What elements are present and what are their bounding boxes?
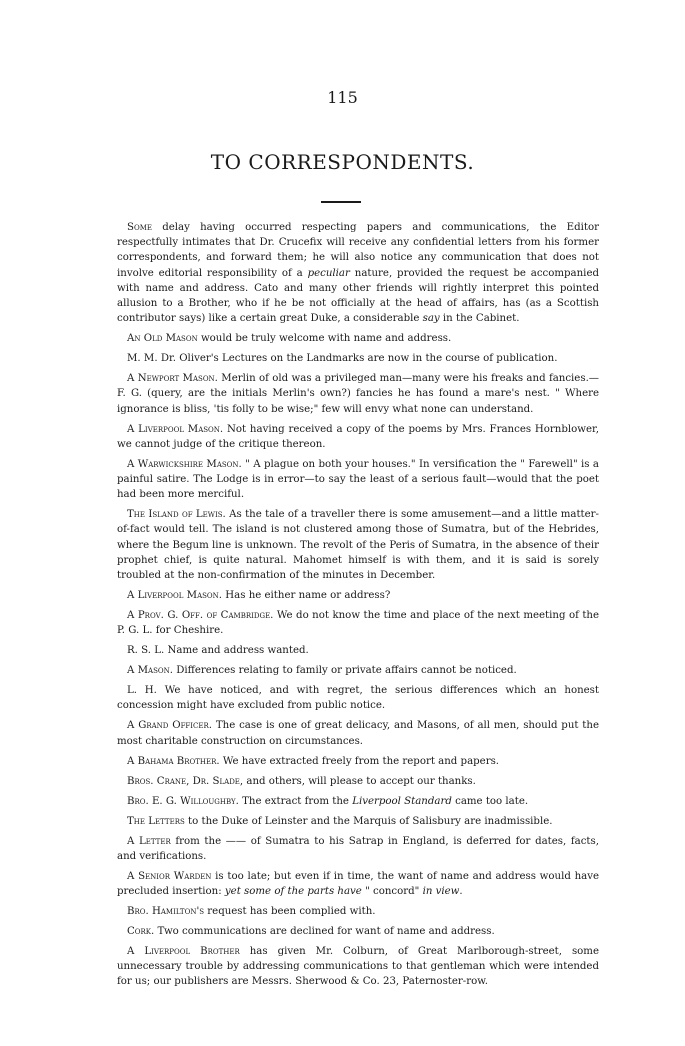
notice-lead: M. M.: [127, 353, 158, 365]
notice-emphasis: Liverpool Standard: [352, 795, 452, 807]
notice-paragraph: [117, 774, 599, 789]
notice-text: Has he either name or address?: [222, 590, 391, 602]
notice-paragraph: [117, 507, 599, 583]
notice-text: " A plague on both your houses." In versification the " Farewell" is a painful satire. The Lodge is in error—to say the least of a serious fault—would that the poet had been more merciful.: [117, 458, 599, 501]
notice-paragraph: [117, 904, 599, 919]
notice-lead: A Letter: [127, 835, 171, 847]
notice-paragraph: [117, 718, 599, 748]
notice-lead: Bro. E. G. Willoughby.: [127, 795, 239, 807]
notice-text: As the tale of a traveller there is some amusement—and a little matter-of-fact would tell. The island is not clustered among those of Sumatra, but of the Hebrides, where the Begum line is unknown. The revolt of the Peris of Sumatra, in the absence of their prophet chief, is quite natural. Mahomet himself is with them, and it is said is sorely troubled at the non-confirmation of the minutes in December.: [117, 509, 599, 582]
notice-lead: R. S. L.: [127, 645, 165, 657]
notice-paragraph: [117, 944, 599, 990]
notice-text: and others, will please to accept our thanks.: [243, 775, 476, 787]
notice-text: came too late.: [451, 795, 529, 807]
notice-paragraph: [117, 924, 599, 939]
notice-paragraph: [117, 331, 599, 346]
notice-text: " concord": [361, 886, 423, 898]
page-number: 115: [327, 88, 358, 107]
notice-paragraph: [117, 220, 599, 326]
notice-emphasis: in view: [422, 886, 460, 898]
notice-lead: A Newport Mason.: [127, 373, 218, 385]
notice-lead: A Bahama Brother.: [127, 755, 220, 767]
notice-text: Not having received a copy of the poems by Mrs. Frances Hornblower, we cannot judge of the critique thereon.: [117, 423, 599, 450]
notice-lead: A Liverpool Mason.: [127, 423, 224, 435]
notice-text: Differences relating to family or private affairs cannot be noticed.: [172, 665, 517, 677]
notice-paragraph: [117, 422, 599, 452]
notice-text: Merlin of old was a privileged man—many were his freaks and fancies.—F. G. (query, are the initials Merlin's own?) fancies he has found a mare's nest. " Where ignorance is bliss, 'tis folly to be wise;" few will envy what none can understand.: [117, 373, 599, 415]
notice-text: to the Duke of Leinster and the Marquis of Salisbury are inadmissible.: [184, 815, 553, 827]
notice-text: Name and address wanted.: [164, 645, 309, 657]
notice-lead: The Letters: [127, 815, 185, 827]
notice-emphasis: say: [422, 313, 440, 325]
title-rule: [321, 201, 361, 203]
notice-lead: An Old Mason: [127, 333, 198, 345]
notice-lead: Cork.: [127, 926, 155, 938]
notice-text: has given Mr. Colburn, of Great Marlborough-street, some unnecessary trouble by addressing communications to that gentleman which were intended for us; our publishers are Messrs. Sherwood & Co. 23, Paternoster-row.: [117, 946, 599, 988]
notice-lead: L. H.: [127, 685, 157, 697]
notice-lead: The Island of Lewis.: [127, 509, 226, 521]
notice-lead: A Prov. G. Off. of Cambridge.: [127, 610, 274, 622]
notice-lead: Bros. Crane, Dr. Slade,: [127, 775, 244, 787]
notice-text: would be truly welcome with name and address.: [197, 333, 452, 345]
notice-paragraph: [117, 869, 599, 899]
notice-paragraph: [117, 834, 599, 864]
notice-lead: A Warwickshire Mason.: [127, 458, 242, 470]
notice-paragraph: [117, 351, 599, 366]
notice-paragraph: [117, 588, 599, 603]
notice-lead: A Senior Warden: [127, 870, 212, 882]
notice-lead: A Mason.: [127, 665, 173, 677]
notice-emphasis: peculiar: [307, 267, 350, 279]
notice-text: The extract from the: [238, 795, 353, 807]
notice-emphasis: yet some of the parts have: [224, 886, 362, 898]
page-title: TO CORRESPONDENTS.: [210, 150, 475, 174]
notice-text: We have noticed, and with regret, the serious differences which an honest concession might have excluded from public notice.: [117, 685, 599, 712]
notice-text: delay having occurred respecting papers and communications, the Editor respectfully intimates that Dr. Crucefix will receive any confidential letters from his former correspondents, and forward them; he will also notice any communication that does not involve editorial responsibility of a: [117, 222, 599, 279]
notice-text: Two communications are declined for want of name and address.: [154, 926, 495, 938]
notice-paragraph: [117, 663, 599, 678]
notice-lead: Some: [127, 222, 152, 233]
notice-paragraph: [117, 608, 599, 638]
notice-text: in the Cabinet.: [439, 313, 520, 325]
notice-lead: A Liverpool Mason.: [127, 590, 223, 602]
notice-text: nature, provided the request be accompanied with name and address. Cato and many other friends will rightly interpret this pointed allusion to a Brother, who if he be not officially at the head of affairs, has (as a Scottish contributor says) like a certain great Duke, a considerable: [117, 267, 599, 325]
correspondents-notices: [117, 220, 599, 994]
notice-text: request has been complied with.: [204, 906, 376, 918]
notice-text: We have extracted freely from the report and papers.: [219, 755, 500, 767]
notice-text: Dr. Oliver's Lectures on the Landmarks are now in the course of publication.: [157, 353, 558, 365]
notice-paragraph: [117, 457, 599, 503]
notice-paragraph: [117, 683, 599, 713]
notice-text: .: [459, 886, 463, 898]
notice-text: from the —— of Sumatra to his Satrap in England, is deferred for dates, facts, and verifications.: [117, 835, 599, 862]
notice-lead: A Grand Officer.: [127, 720, 213, 732]
notice-lead: Bro. Hamilton's: [127, 906, 205, 918]
notice-lead: A Liverpool Brother: [127, 946, 240, 958]
notice-paragraph: [117, 643, 599, 658]
notice-text: We do not know the time and place of the next meeting of the P. G. L. for Cheshire.: [117, 610, 600, 637]
notice-paragraph: [117, 794, 599, 809]
notice-paragraph: [117, 754, 599, 769]
notice-paragraph: [117, 814, 599, 829]
notice-text: The case is one of great delicacy, and Masons, of all men, should put the most charitable construction on circumstances.: [117, 720, 599, 747]
notice-paragraph: [117, 371, 599, 417]
notice-text: is too late; but even if in time, the want of name and address would have precluded insertion:: [117, 870, 600, 898]
